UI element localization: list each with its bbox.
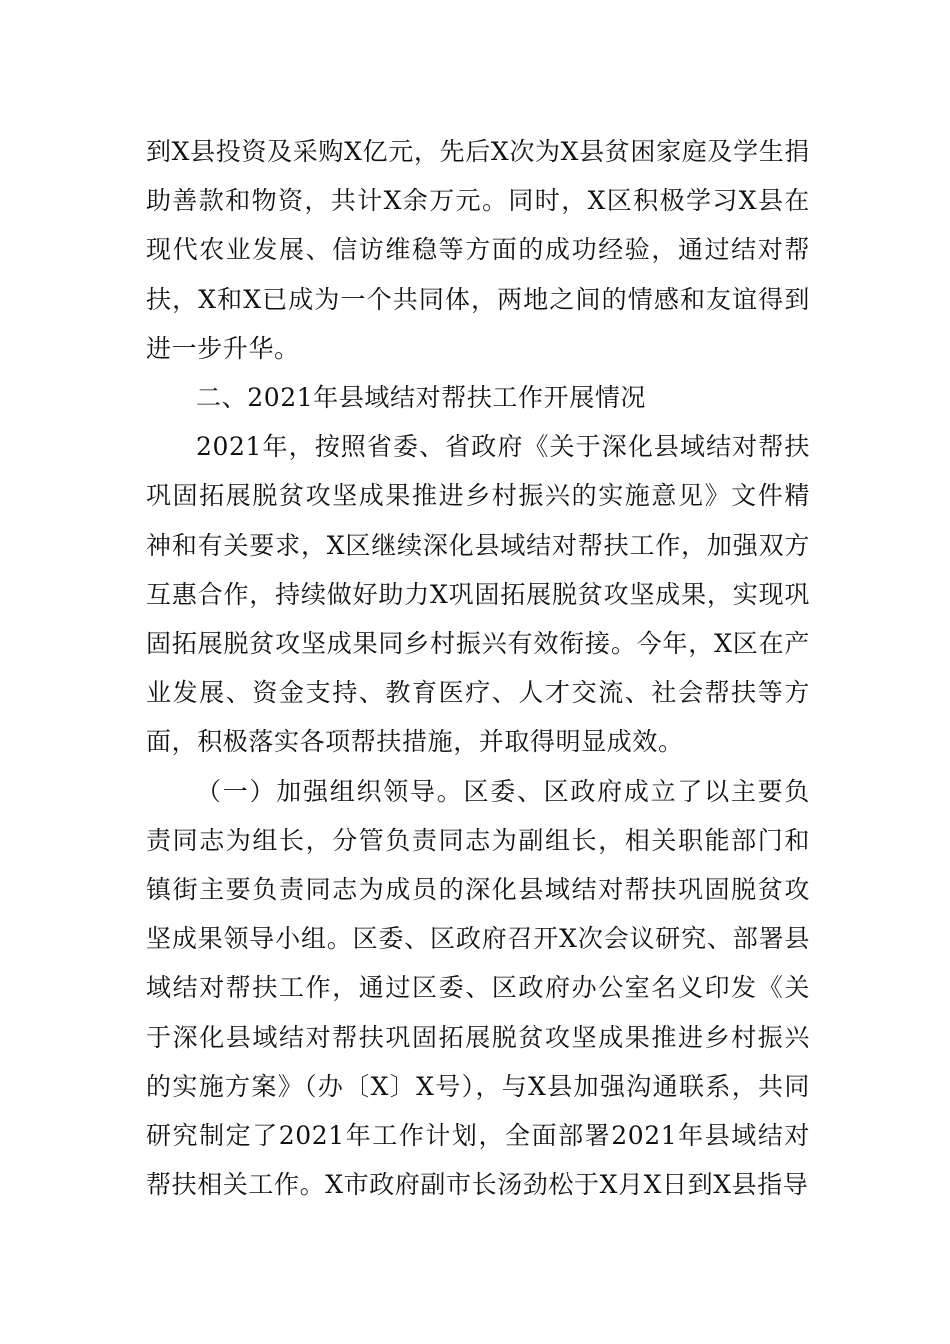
document-body — [146, 127, 810, 1209]
paragraph-continuation: 到X县投资及采购X亿元，先后X次为X县贫困家庭及学生捐助善款和物资，共计X余万元。同时，X区积极学习X县在现代农业发展、信访维稳等方面的成功经验，通过结对帮扶，X和X已成为一个共同体，两地之间的情感和友谊得到进一步升华。 — [146, 137, 810, 363]
paragraph-overview: 2021年，按照省委、省政府《关于深化县域结对帮扶巩固拓展脱贫攻坚成果推进乡村振兴的实施意见》文件精神和有关要求，X区继续深化县域结对帮扶工作，加强双方互惠合作，持续做好助力X巩固拓展脱贫攻坚成果，实现巩固拓展脱贫攻坚成果同乡村振兴有效衔接。今年，X区在产业发展、资金支持、教育医疗、人才交流、社会帮扶等方面，积极落实各项帮扶措施，并取得明显成效。 — [146, 432, 810, 757]
section-heading: 二、2021年县域结对帮扶工作开展情况 — [196, 383, 647, 413]
paragraph-organization: （一）加强组织领导。区委、区政府成立了以主要负责同志为组长，分管负责同志为副组长，相关职能部门和镇街主要负责同志为成员的深化县域结对帮扶巩固脱贫攻坚成果领导小组。区委、区政府召开X次会议研究、部署县域结对帮扶工作，通过区委、区政府办公室名义印发《关于深化县域结对帮扶巩固拓展脱贫攻坚成果推进乡村振兴的实施方案》（办〔X〕X号），与X县加强沟通联系，共同研究制定了2021年工作计划，全面部署2021年县域结对帮扶相关工作。X市政府副市长汤劲松于X月X日到X县指导 — [146, 776, 810, 1200]
